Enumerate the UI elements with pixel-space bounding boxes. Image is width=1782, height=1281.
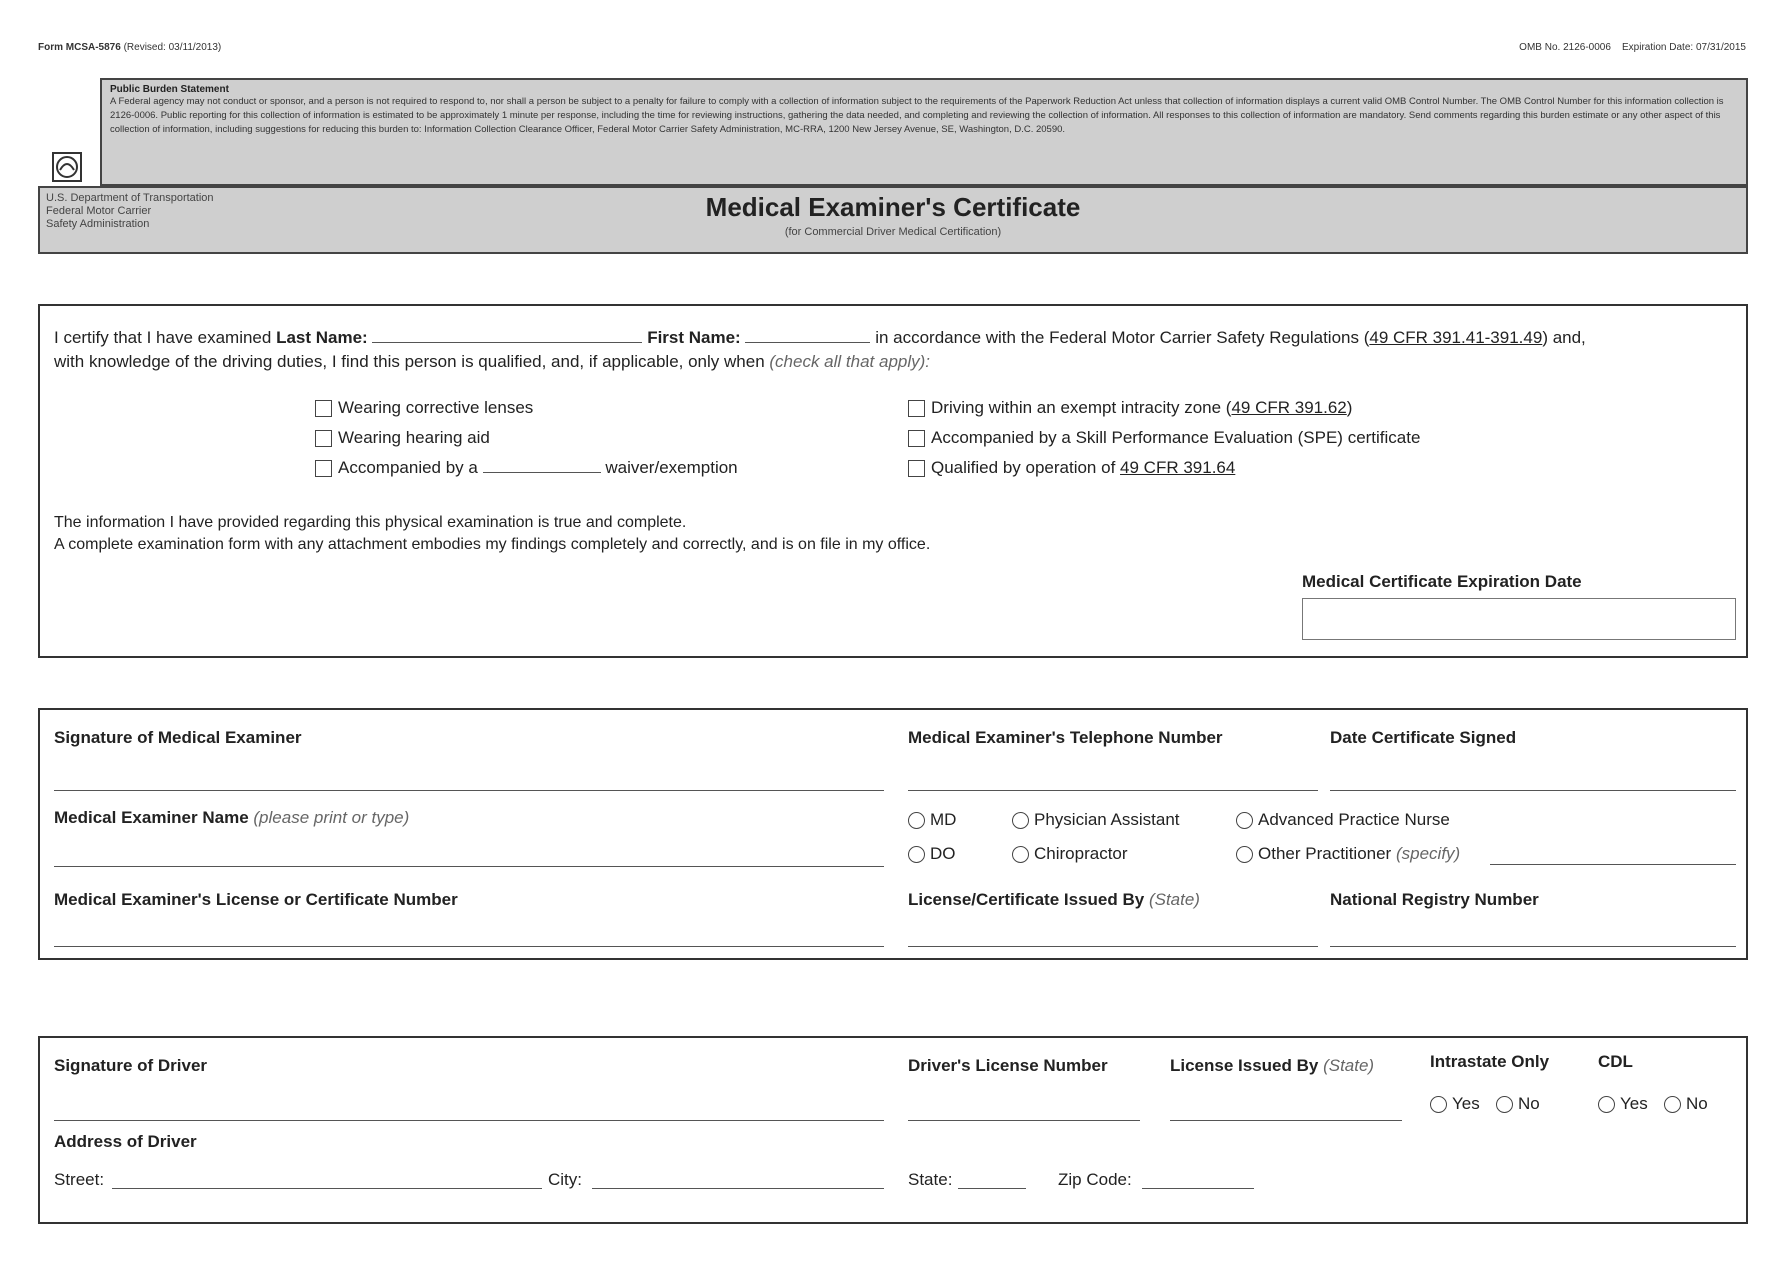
- chiro-radio[interactable]: [1012, 846, 1029, 863]
- intrastate-yes-radio[interactable]: [1430, 1096, 1447, 1113]
- examiner-signature-field[interactable]: [54, 790, 884, 791]
- form-id: [38, 42, 221, 53]
- pa-radio[interactable]: [1012, 812, 1029, 829]
- omb-info: [1519, 42, 1746, 53]
- examiner-phone-field[interactable]: [908, 790, 1318, 791]
- certify-and: ) and,: [1542, 328, 1586, 347]
- check-hint: (check all that apply):: [769, 352, 931, 371]
- agency-line-2: Federal Motor Carrier: [46, 205, 152, 217]
- examiner-name-label: [54, 808, 409, 828]
- burden-title: Public Burden Statement: [110, 84, 229, 95]
- spe-checkbox[interactable]: [908, 430, 925, 447]
- license-number-field[interactable]: [54, 946, 884, 947]
- form-revised: (Revised: 03/11/2013): [123, 42, 222, 53]
- last-name-field[interactable]: [372, 328, 642, 343]
- chiro-label: Chiropractor: [1034, 844, 1128, 863]
- state-field[interactable]: [958, 1188, 1026, 1189]
- city-label: City:: [548, 1170, 582, 1189]
- zip-label: Zip Code:: [1058, 1170, 1132, 1189]
- zip-field[interactable]: [1142, 1188, 1254, 1189]
- examiner-section: [38, 708, 1748, 960]
- qualified-label: Qualified by operation of: [931, 458, 1116, 477]
- title-band: [38, 186, 1748, 254]
- license-issued-label: [908, 890, 1200, 910]
- statement-true: The information I have provided regarding this physical examination is true and complete.: [54, 514, 687, 531]
- registry-number-field[interactable]: [1330, 946, 1736, 947]
- intrastate-label: Intrastate Only: [1430, 1052, 1550, 1071]
- cdl-label: CDL: [1598, 1052, 1633, 1071]
- intrastate-yes-label: Yes: [1452, 1094, 1480, 1113]
- waiver-checkbox[interactable]: [315, 460, 332, 477]
- driver-issued-label: [1170, 1056, 1374, 1076]
- hearing-checkbox[interactable]: [315, 430, 332, 447]
- md-radio[interactable]: [908, 812, 925, 829]
- driver-license-field[interactable]: [908, 1120, 1140, 1121]
- city-field[interactable]: [592, 1188, 884, 1189]
- last-name-label: Last Name:: [276, 328, 368, 347]
- expiration-date-label: Medical Certificate Expiration Date: [1302, 572, 1582, 591]
- certify-line-2: [54, 352, 930, 372]
- intrastate-no-label: No: [1518, 1094, 1540, 1113]
- pa-label: Physician Assistant: [1034, 810, 1180, 829]
- apn-label: Advanced Practice Nurse: [1258, 810, 1450, 829]
- md-label: MD: [930, 810, 957, 829]
- intracity-checkbox[interactable]: [908, 400, 925, 417]
- waiver-label-post: waiver/exemption: [605, 458, 738, 477]
- driver-issued-hint: (State): [1323, 1056, 1375, 1075]
- license-issued-field[interactable]: [908, 946, 1318, 947]
- radio-other[interactable]: [1236, 844, 1460, 864]
- option-lenses[interactable]: [315, 398, 533, 418]
- apn-radio[interactable]: [1236, 812, 1253, 829]
- option-waiver[interactable]: [315, 458, 738, 478]
- examiner-signature-label: Signature of Medical Examiner: [54, 728, 302, 747]
- intrastate-no[interactable]: [1496, 1094, 1540, 1114]
- agency-line-1: U.S. Department of Transportation: [46, 192, 214, 204]
- certify-accordance: in accordance with the Federal Motor Carrier Safety Regulations (: [875, 328, 1370, 347]
- other-label: Other Practitioner: [1258, 844, 1392, 863]
- state-label: State:: [908, 1170, 953, 1189]
- intracity-cfr-link[interactable]: 49 CFR 391.62: [1231, 398, 1347, 417]
- driver-signature-field[interactable]: [54, 1120, 884, 1121]
- do-radio[interactable]: [908, 846, 925, 863]
- page-subtitle: (for Commercial Driver Medical Certification): [784, 226, 1002, 238]
- qualified-checkbox[interactable]: [908, 460, 925, 477]
- hearing-label: Wearing hearing aid: [338, 428, 490, 447]
- first-name-field[interactable]: [745, 328, 870, 343]
- page-title: Medical Examiner's Certificate: [705, 192, 1081, 222]
- radio-chiro[interactable]: [1012, 844, 1128, 864]
- examiner-name-hint: (please print or type): [253, 808, 410, 827]
- statement-complete: A complete examination form with any attachment embodies my findings completely and correctly, and is on file in my office.: [54, 536, 931, 553]
- driver-issued-field[interactable]: [1170, 1120, 1402, 1121]
- street-field[interactable]: [112, 1188, 542, 1189]
- lenses-checkbox[interactable]: [315, 400, 332, 417]
- cdl-no-radio[interactable]: [1664, 1096, 1681, 1113]
- other-specify-field[interactable]: [1490, 864, 1736, 865]
- certification-section: [38, 304, 1748, 658]
- option-hearing[interactable]: [315, 428, 490, 448]
- header-block: [38, 78, 1748, 254]
- lenses-label: Wearing corrective lenses: [338, 398, 534, 417]
- other-radio[interactable]: [1236, 846, 1253, 863]
- certify-qualified: with knowledge of the driving duties, I find this person is qualified, and, if applicable, only when: [54, 352, 765, 371]
- spe-label: Accompanied by a Skill Performance Evaluation (SPE) certificate: [931, 428, 1421, 447]
- option-spe[interactable]: [908, 428, 1420, 448]
- license-issued-text: License/Certificate Issued By: [908, 890, 1145, 909]
- date-signed-field[interactable]: [1330, 790, 1736, 791]
- expiration-date: Expiration Date: 07/31/2015: [1622, 42, 1746, 53]
- omb-number: OMB No. 2126-0006: [1519, 42, 1611, 53]
- examiner-name-field[interactable]: [54, 866, 884, 867]
- cdl-no-label: No: [1686, 1094, 1708, 1113]
- examiner-phone-label: Medical Examiner's Telephone Number: [908, 728, 1223, 747]
- other-hint: (specify): [1395, 844, 1461, 863]
- cfr-link[interactable]: 49 CFR 391.41-391.49: [1369, 328, 1543, 347]
- qualified-cfr-link[interactable]: 49 CFR 391.64: [1120, 458, 1236, 477]
- intracity-label: Driving within an exempt intracity zone (: [931, 398, 1232, 417]
- license-number-label: Medical Examiner's License or Certificate Number: [54, 890, 458, 909]
- radio-md[interactable]: [908, 810, 956, 830]
- driver-license-label: Driver's License Number: [908, 1056, 1108, 1075]
- do-label: DO: [930, 844, 956, 863]
- cdl-yes-radio[interactable]: [1598, 1096, 1615, 1113]
- driver-section: [38, 1036, 1748, 1224]
- driver-issued-text: License Issued By: [1170, 1056, 1319, 1075]
- waiver-label-pre: Accompanied by a: [338, 458, 478, 477]
- driver-signature-label: Signature of Driver: [54, 1056, 208, 1075]
- expiration-date-field[interactable]: [1302, 598, 1736, 640]
- registry-number-label: National Registry Number: [1330, 890, 1539, 909]
- dot-logo-icon: [52, 152, 82, 182]
- cdl-no[interactable]: [1664, 1094, 1708, 1114]
- license-issued-hint: (State): [1148, 890, 1200, 909]
- examiner-name-text: Medical Examiner Name: [54, 808, 249, 827]
- agency-line-3: Safety Administration: [46, 218, 150, 230]
- radio-do[interactable]: [908, 844, 956, 864]
- radio-apn[interactable]: [1236, 810, 1450, 830]
- intrastate-no-radio[interactable]: [1496, 1096, 1513, 1113]
- intrastate-yes[interactable]: [1430, 1094, 1480, 1114]
- option-intracity[interactable]: [908, 398, 1352, 418]
- burden-statement: [100, 78, 1748, 186]
- cdl-yes[interactable]: [1598, 1094, 1648, 1114]
- intracity-close: ): [1346, 398, 1353, 417]
- form-number: Form MCSA-5876: [38, 42, 121, 53]
- cdl-yes-label: Yes: [1620, 1094, 1648, 1113]
- date-signed-label: Date Certificate Signed: [1330, 728, 1517, 747]
- certify-line-1: [54, 328, 1586, 348]
- burden-text: A Federal agency may not conduct or sponsor, and a person is not required to respond to, nor shall a person be subject to a penalty for failure to comply with a collection of information subject to the requirements of the Paperwork Reduction Act unless that collection of information displays a current valid OMB Control Number. The OMB Control Number for this information collection is 2126-0006. Public reporting for this collection of information is estimated to be approximately 1 minute per response, including the time for reviewing instructions, gathering the data needed, and completing and reviewing the collection of information. All responses to this collection of information are mandatory. Send comments regarding this burden estimate or any other aspect of this collection of information, including suggestions for reducing this burden to: Information Collection Clearance Officer, Federal Motor Carrier Safety Administration, MC-RRA, 1200 New Jersey Avenue, SE, Washington, D.C. 20590.: [110, 96, 1724, 135]
- driver-address-label: Address of Driver: [54, 1132, 197, 1151]
- radio-pa[interactable]: [1012, 810, 1180, 830]
- certify-intro: I certify that I have examined: [54, 328, 272, 347]
- option-qualified[interactable]: [908, 458, 1235, 478]
- waiver-type-field[interactable]: [483, 458, 601, 473]
- street-label: Street:: [54, 1170, 105, 1189]
- first-name-label: First Name:: [647, 328, 741, 347]
